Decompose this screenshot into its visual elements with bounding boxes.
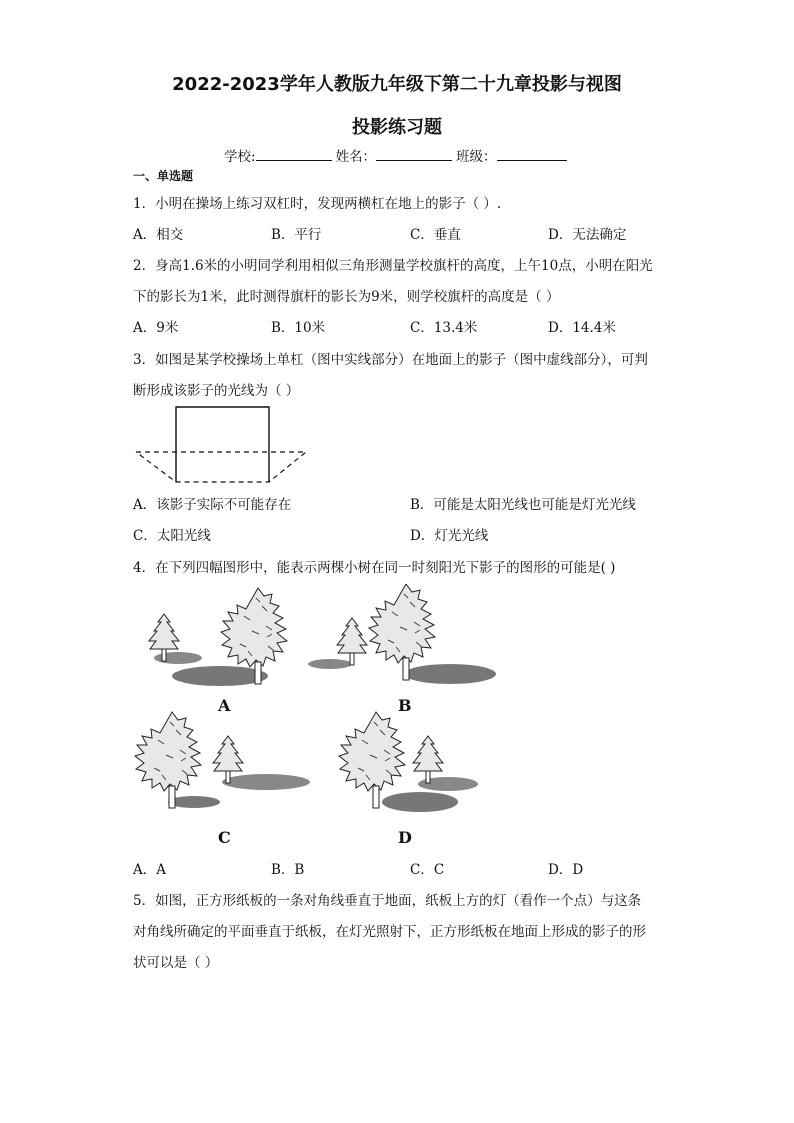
- q1-option-d[interactable]: D．无法确定: [548, 227, 627, 243]
- q1-option-c[interactable]: C．垂直: [410, 227, 461, 243]
- q2-option-c[interactable]: C．13.4米: [410, 320, 478, 336]
- bar-solid-frame: [176, 407, 269, 482]
- panel-d-big-shadow: [382, 792, 458, 812]
- name-blank[interactable]: [376, 146, 452, 161]
- class-label: 班级：: [456, 149, 497, 165]
- question-5-line-2: 对角线所确定的平面垂直于纸板，在灯光照射下，正方形纸板在地面上形成的影子的形: [133, 924, 646, 940]
- name-label: 姓名：: [335, 149, 377, 165]
- q4-option-c[interactable]: C．C: [410, 862, 445, 878]
- q4-option-a[interactable]: A．A: [133, 862, 166, 878]
- question-1-text: 1．小明在操场上练习双杠时，发现两横杠在地上的影子（ ）.: [133, 196, 502, 212]
- info-line: [224, 145, 567, 165]
- section-title: 一、单选题: [133, 169, 194, 183]
- class-blank[interactable]: [497, 146, 567, 161]
- q4-option-b[interactable]: B．B: [271, 862, 305, 878]
- question-3-line-1: 3．如图是某学校操场上单杠（图中实线部分）在地面上的影子（图中虚线部分），可判: [133, 352, 648, 368]
- panel-d-figure: [339, 712, 478, 812]
- figure-label-d: D: [398, 828, 412, 847]
- horizontal-bar-figure: [134, 404, 309, 486]
- figure-label-c: C: [218, 828, 231, 847]
- panel-b-figure: [308, 584, 496, 684]
- panel-c-big-shadow: [168, 796, 220, 808]
- panel-a-small-shadow: [154, 652, 202, 664]
- figure-label-b: B: [398, 696, 412, 715]
- question-2-line-1: 2．身高1.6米的小明同学利用相似三角形测量学校旗杆的高度，上午10点，小明在阳光: [133, 258, 653, 274]
- q3-option-b[interactable]: B．可能是太阳光线也可能是灯光光线: [410, 497, 636, 513]
- panel-b-big-shadow: [404, 664, 496, 684]
- question-2-line-2: 下的影长为1米，此时测得旗杆的影长为9米，则学校旗杆的高度是（ ）: [133, 289, 560, 305]
- panel-a-figure: [149, 588, 287, 686]
- q3-option-a[interactable]: A．该影子实际不可能存在: [133, 497, 292, 513]
- question-5-line-3: 状可以是（ ）: [133, 955, 219, 971]
- panel-c-small-shadow: [222, 774, 310, 790]
- question-5-line-1: 5．如图，正方形纸板的一条对角线垂直于地面，纸板上方的灯（看作一个点）与这条: [133, 893, 642, 909]
- q2-option-d[interactable]: D．14.4米: [548, 320, 616, 336]
- panel-b-small-shadow: [308, 659, 352, 669]
- question-4-text: 4．在下列四幅图形中，能表示两棵小树在同一时刻阳光下影子的图形的可能是( ): [133, 560, 616, 576]
- school-label: 学校:: [224, 149, 256, 165]
- bar-shadow-dashed: [136, 452, 306, 482]
- school-blank[interactable]: [256, 146, 332, 161]
- q2-option-a[interactable]: A．9米: [133, 320, 179, 336]
- page-title: 2022-2023学年人教版九年级下第二十九章投影与视图: [172, 74, 622, 95]
- figure-label-a: A: [218, 696, 231, 715]
- q4-option-d[interactable]: D．D: [548, 862, 584, 878]
- q2-option-b[interactable]: B．10米: [271, 320, 326, 336]
- tree-figures: [130, 584, 510, 850]
- page-subtitle: 投影练习题: [352, 117, 442, 138]
- panel-a-big-shadow: [172, 666, 268, 686]
- panel-c-figure: [135, 712, 310, 808]
- q1-option-b[interactable]: B．平行: [271, 227, 322, 243]
- q3-option-d[interactable]: D．灯光光线: [410, 528, 489, 544]
- q1-option-a[interactable]: A．相交: [133, 227, 184, 243]
- q3-option-c[interactable]: C．太阳光线: [133, 528, 211, 544]
- question-3-line-2: 断形成该影子的光线为（ ）: [133, 383, 300, 399]
